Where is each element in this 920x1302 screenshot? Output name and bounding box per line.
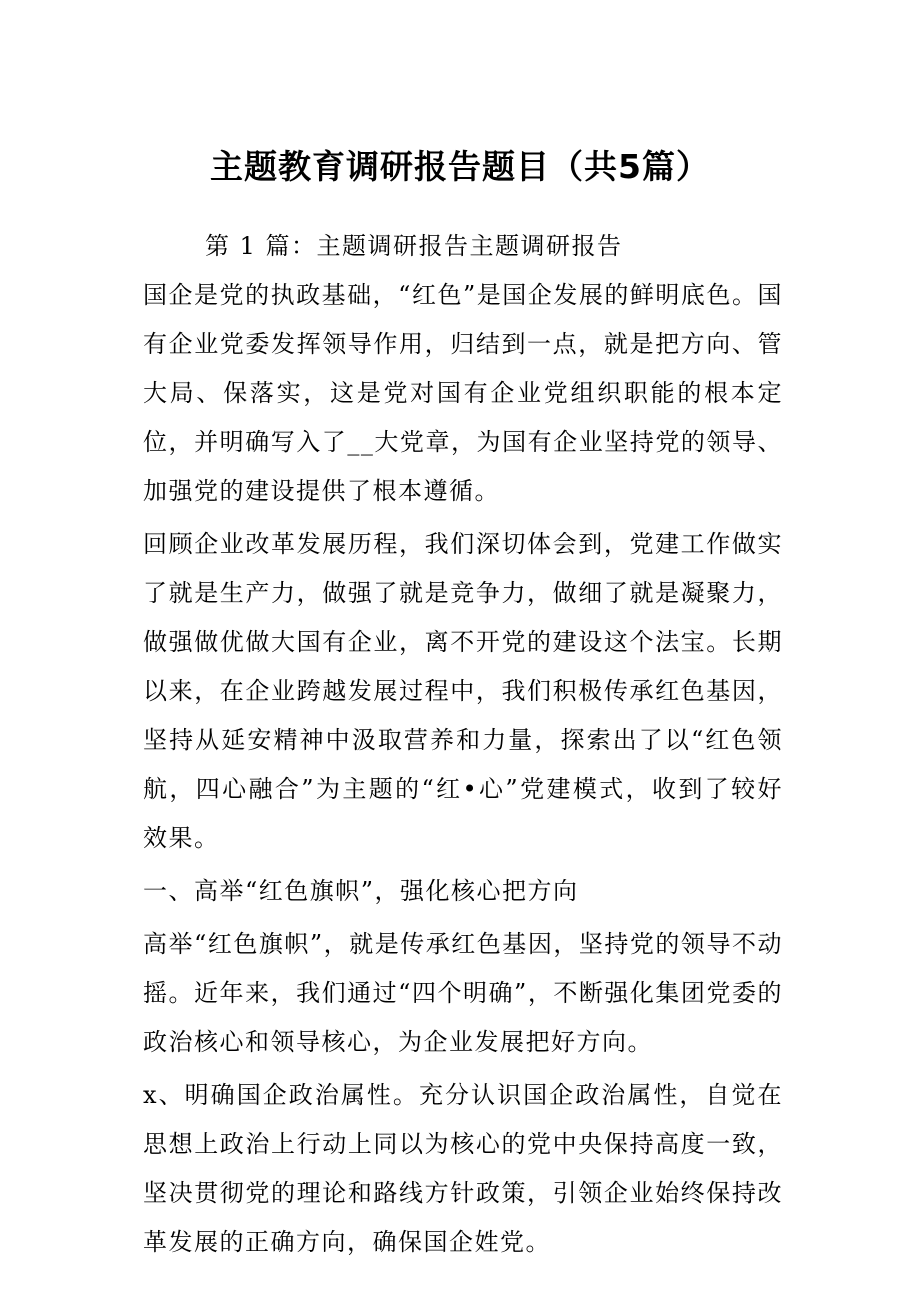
body-paragraph: x、明确国企政治属性。充分认识国企政治属性，自觉在思想上政治上行动上同以为核心的党中央保持高度一致，坚决贯彻党的理论和路线方针政策，引领企业始终保持改革发展的正确方向，确保国企姓党。 xyxy=(143,1081,783,1256)
section-heading: 一、高举“红色旗帜”，强化核心把方向 xyxy=(143,877,579,905)
body-paragraph: 回顾企业改革发展历程，我们深切体会到，党建工作做实了就是生产力，做强了就是竞争力，做细了就是凝聚力，做强做优做大国有企业，离不开党的建设这个法宝。长期以来，在企业跨越发展过程中，我们积极传承红色基因，坚持从延安精神中汲取营养和力量，探索出了以“红色领航，四心融合”为主题的“红•心”党建模式，收到了较好效果。 xyxy=(143,530,783,852)
document-body xyxy=(143,222,783,1267)
chapter-heading: 第 1 篇：主题调研报告主题调研报告 xyxy=(205,232,623,260)
body-paragraph: 国企是党的执政基础，“红色”是国企发展的鲜明底色。国有企业党委发挥领导作用，归结到一点，就是把方向、管大局、保落实，这是党对国有企业党组织职能的根本定位，并明确写入了__大党章，为国有企业坚持党的领导、加强党的建设提供了根本遵循。 xyxy=(143,281,783,505)
document-title: 主题教育调研报告题目（共5篇） xyxy=(210,147,710,186)
body-paragraph: 高举“红色旗帜”，就是传承红色基因，坚持党的领导不动摇。近年来，我们通过“四个明确”，不断强化集团党委的政治核心和领导核心，为企业发展把好方向。 xyxy=(143,930,783,1056)
